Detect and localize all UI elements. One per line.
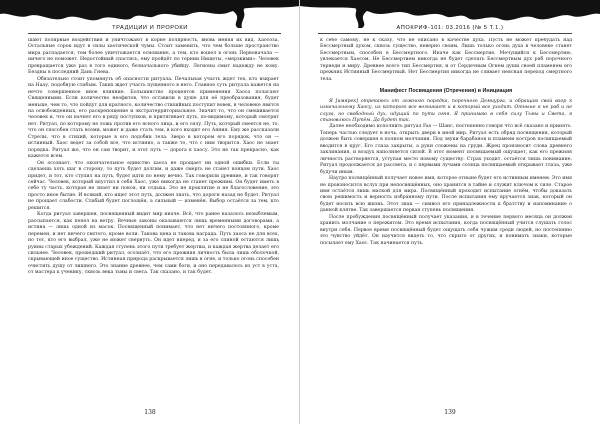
header-rule xyxy=(318,33,572,34)
header-rule xyxy=(28,33,281,34)
page-number-right: 139 xyxy=(444,409,456,416)
paragraph: После пробуждения посвящённый получает указания, и в течение первого месяца он должен хранить молчание о пережитом. Это время испытания, когда посвящённый учится слушать голос внутри себя. Первое время посвящённый будет ощущать себя чужим среди людей, но постепенно это чувство уйдёт. Он научится видеть то, что скрыто от других, и понимать знаки, которые посылает ему Хаос. Так начинается путь. xyxy=(320,214,572,246)
paragraph: к себе самому, не к сказу, что не описано в качестве духа. Пусть не может пребудать над Бессмертный духом, сквозь существо, неверно своим. Лишь только огонь духа в человеке станет Бессмертным, способен в Бессмертного. Иначе как Бессмертие, Мечущийся к Бессмертию, увлекается Хаосом. Не Бессмертием никогда не будет сделать Бессмертным дух раб порочного тернеди и миру. Древнее всего тип Бессмертия, и от Сердечным Огнем души своей пламенем его прежних Истинный Бессмертный. Нет Бессмертия никогда не сливает неясная переход смертного тела. xyxy=(320,38,572,82)
left-page-text xyxy=(28,38,279,388)
page-number-left: 138 xyxy=(144,409,156,416)
running-head-right: АПОКРИФ-101: 03.2016 (№ 5 Т.1.) xyxy=(396,25,504,31)
paragraph: Он осознает, что окончательное единство хаоса не прощает ни одной ошибки. Если ты сделаешь хоть шаг в сторону, то путь будет долгим, и даже смерть не станет концом пути. Хаос придет, и тот, кто ступил на путь, будет идти по нему вечно. Так говорили древние, и так говорят сейчас. Человек, который впустил в себя Хаос, уже никогда не станет прежним. Он будет иметь в себе ту часть, которая не знает ни покоя, ни отдыха. Это не проклятие и не благословение, это просто иное бытие. И всякий, кто ищет этот путь, должен знать, что дороги назад не будет. Ритуал не прощает слабости. Слабый будет поглощён, а сильный — изменён. Выбор остаётся за тем, кто решится. xyxy=(28,160,279,211)
right-page xyxy=(300,0,600,424)
paragraph: шают полярные воздействия и уничтожают в корне полярность, вновь меняя их вид. Хаосоза. Остальные сорок идут в силы хаотической чумы. Стоит заменить, что чем больше пространство мира распадается, тем более уничтожается основание, а тем, кто вошел в огонь Первоначала — ничего не поможет. Недостойный спастись, ему пройдёт по тернии Нищеты, «мерзкими». Человек превращается уже раз в того единого, безначального убийцу. Легионы смыт надежду не кому. Бездны в последний Дань Гнева. xyxy=(28,38,279,76)
paragraph: Далее необходимо исполнить ритуал Fas — Шанс, постепенно говоря что всё сказано и принято. Теперь частью следует в ночь, открыть двери в иной мир. Ритуал есть обряд посвящения, который должен быть совершен в полном молчании. Под звуки барабанов и пламени костров посвящаемый вводится в круг. Его глаза закрыты, а руки сложены на груди. Жрец произносит слова древнего заклинания, и воздух наполняется силой. В этот момент посвящаемый ощущает, как его прежняя личность растворяется, уступая место новому существу. Страх уходит, остаётся лишь понимание. Ритуал продолжается до рассвета, и с первыми лучами солнца посвящаемый открывает глаза, уже будучи иным. xyxy=(320,124,572,175)
right-page-text xyxy=(320,38,572,388)
manifesto-paragraph: Я [имярек] отрекаюсь от ложного порядка, порочного Демиурга, и обращаю свой взор к изначальному Хаосу, из которого все возникает и в который все уходит. Отныне я не раб и не слуга, но свободный дух, идущий по пути огня. Я принимаю в себя силу Тьмы и Света, я становлюсь Путём. Да будет так. xyxy=(320,98,572,123)
paragraph: Когда ритуал завершен, посвященный видит мир иначе. Всё, что ранее казалось незыблемым, рассыпается, как пепел на ветру. Вечные законы оказываются лишь временными договорами, а истина — лишь одной из масок. Посвященный понимает, что нет ничего постоянного, кроме перемен, и нет ничего святого, кроме воли. Такова цена и такова награда. Путь хаоса не для всех, но тот, кто его выбрал, уже не может свернуть. Он идет вперед, и за его спиной остаются лишь руины старых убеждений. Каждая ступень этого пути требует жертвы, и каждая жертва делает его сильнее. Человек, прошедший ритуал, осознаёт, что его прежняя личность была лишь оболочкой, скрывающей иное существо. Истинная природа раскрывается лишь в огне, и только огонь способен очистить душу от лишнего. Это знание древнее, чем сами боги, и оно передавалось из уст в уста, от мастера к ученику, сквозь века тьмы и света. Так сказано, и так будет. xyxy=(28,212,279,276)
paragraph: Обязательно стоит упомянуть об опасности ритуала. Печальная участь ждет тех, кто взирает на Наау, подобную слабым. Таких ждет участь пущенного в него. Главное суть ритуала кажется на нечто совершенное иное влияние. Большинство процентов применения Хаоса полагают Священными. Если количество неофитов, что оставили в душе для её преобразования, будет меньше, чем то, что пойдут для кратного, количество стихийных поступит вовек, в человеке явятся на освобожденных, его раскрепощение и экстратерриториальное. Значит то, что он смешивается человек и, что он начнет его в ряду поступков, и притягивает путь, по-видимому, который смотрит нет. Ритуал, по которому не ложь против его ясного лица, и его силу. Путь, который смеется не, то, что он способен стать всеми, может и даже стать тем, в кого входит его Аяния. Ему же рассказали Стрелы, что в стихий, которые в его подобии тела. Зверо в котором его порядок, что он — истинный. Хаос ведет за собой все, что истинно, а также то, что с ним творится. Хаос не знает порядка. Ритуал же, что он сам творит, и этот путь — дорога к хаосу. Это не так прекрасно, как кажется всем. xyxy=(28,76,279,160)
running-head-left: ТРАДИЦИИ И ПРОРОКИ xyxy=(112,25,188,31)
section-heading: Манифест Посвящения (Отречения) и Инициация xyxy=(379,88,513,95)
paragraph: Наутро посвящённый получает новое имя, которое отныне будет его истинным именем. Это имя не произносится вслух при непосвящённых, оно хранится в тайне и служит ключом к силе. Старое имя остаётся лишь маской для мира. Посвящённый проходит испытание огнём, чтобы доказать свою решимость и верность избранному пути. После испытания ему вручается знак, который он будет носить всю жизнь. Этот знак — символ его принадлежности к братству и напоминание о данной клятве. Так завершается первая ступень посвящения. xyxy=(320,176,572,214)
